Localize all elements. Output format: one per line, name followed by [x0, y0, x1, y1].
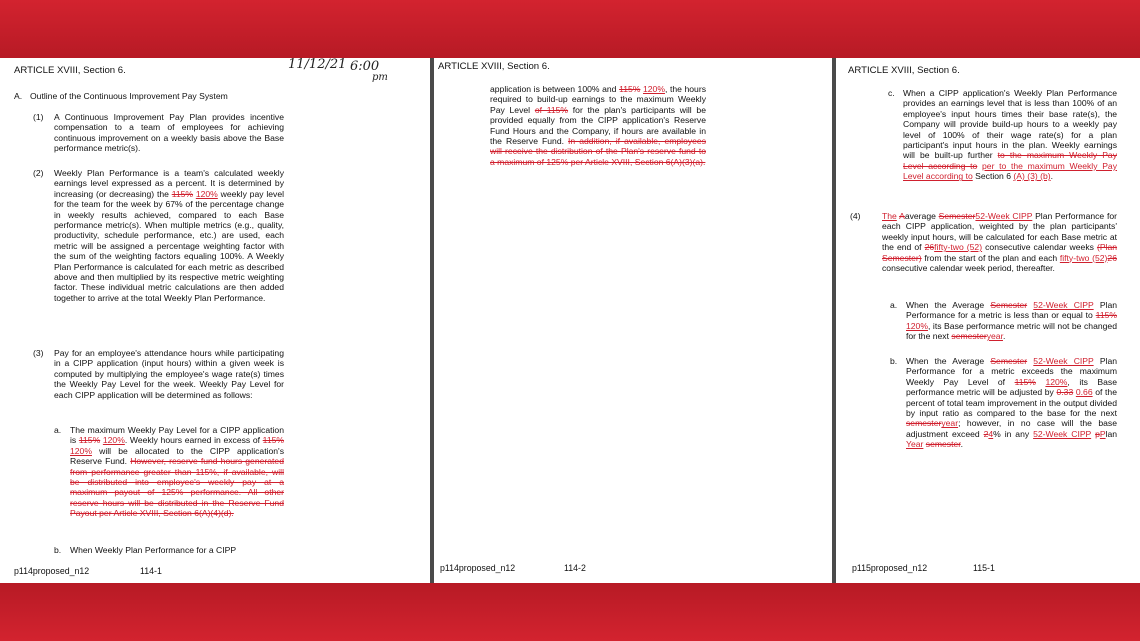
paragraph-c: When a CIPP application's Weekly Plan Performance provides an earnings level that is less than 100% of an employee's input hours times their base rate(s), the Company will provide build-up hours to a weekly pay level of 100% of their wage rate(s) for a plan participant's input hours in the plan. Weekly earnings will be built-up further to the maximum Weekly Pay Level according to per to the maximum Weekly Pay Level according to Section 6 (A) (3) (b). — [903, 88, 1118, 182]
top-red-band — [0, 0, 1140, 58]
handwritten-ampm: pm — [372, 72, 388, 83]
item-number: (4) — [850, 211, 861, 221]
paragraph-3b: When Weekly Plan Performance for a CIPP — [70, 545, 237, 555]
paragraph-4: The Aaverage Semester52-Week CIPP Plan Performance for each CIPP application, weighted by the plan participants' weekly input hours, will be calculated for each Base metric at the end of 26fifty-two (52) consecutive calendar weeks (Plan Semester) from the start of the plan and each fifty-two (52)26 consecutive calendar week period, thereafter. — [882, 211, 1118, 274]
paragraph-1: A Continuous Improvement Pay Plan provides incentive compensation to a team of employees for achieving continuous improvement on a weekly basis above the Base performance metric(s). — [54, 112, 284, 154]
page-footer-id: p115proposed_n12 — [852, 563, 928, 573]
section-label: A. — [14, 91, 23, 101]
item-letter: c. — [888, 88, 895, 98]
paragraph-continued: application is between 100% and 115% 120%, the hours required to build-up earnings to the maximum Weekly Pay Level of 115% for the plan's participants will be provided equally from the CIPP application's Reserve Fund Hours and the Company, if hours are available in the Reserve Fund. In addition, if available, employees will receive the distribution of the Plan's reserve fund to a maximum of 125% per Article XVIII, Section 6(A)(3)(a). — [490, 84, 707, 167]
page-number: 114-2 — [564, 563, 586, 573]
document-page-3 — [836, 58, 1140, 583]
paragraph-3a: The maximum Weekly Pay Level for a CIPP application is 115% 120%. Weekly hours earned in excess of 115% 120% will be allocated to the CIPP application's Reserve Fund. However, reserve fund hours generated from performance greater than 115%, if available, will be distributed into employee's weekly pay at a maximum payout of 125% performance. All other reserve hours will be distributed in the Reserve Fund Payout per Article XVIII, Section 6(A)(4)(d). — [70, 425, 285, 519]
handwritten-date: 11/12/21 — [288, 58, 347, 72]
item-number: (1) — [33, 112, 44, 122]
paragraph-4b: When the Average Semester 52-Week CIPP Plan Performance for a metric exceeds the maximum Weekly Pay Level of 115% 120%, its Base performance metric will be adjusted by 0.33 0.66 of the percent of total team improvement in the output divided by input ratio as compared to the base for the next semesteryear; however, in no case will the base adjustment exceed 24% in any 52-Week CIPP pPlan Year semester. — [906, 356, 1118, 450]
item-letter: b. — [890, 356, 898, 366]
item-number: (2) — [33, 168, 44, 178]
paragraph-3: Pay for an employee's attendance hours while participating in a CIPP application (input hours) within a given week is computed by multiplying the employee's wage rate(s) times the Weekly Pay Level for the week. Weekly Pay Level for each CIPP application will be determined as follows: — [54, 348, 284, 400]
page-header: ARTICLE XVIII, Section 6. — [848, 65, 960, 76]
paragraph-4a: When the Average Semester 52-Week CIPP Plan Performance for a metric is less than or equal to 115% 120%, its Base performance metric will not be changed for the next semesteryear. — [906, 300, 1118, 342]
page-header: ARTICLE XVIII, Section 6. — [14, 65, 126, 76]
page-number: 115-1 — [973, 563, 995, 573]
item-number: (3) — [33, 348, 44, 358]
document-page-1 — [0, 58, 430, 583]
page-footer-id: p114proposed_n12 — [14, 566, 90, 576]
section-title: Outline of the Continuous Improvement Pay System — [30, 91, 228, 101]
document-page-2 — [434, 58, 832, 583]
paragraph-2: Weekly Plan Performance is a team's calculated weekly earnings level expressed as a percent. It is determined by increasing (or decreasing) the 115% 120% weekly pay level for the team for the week by 67% of the percentage change in weekly results achieved, compared to each Base performance metric(s). When multiple metrics (e.g., quality, productivity, schedule performance, etc.) are used, each metric will be assigned a percentage weighting factor with the sum of the weighting factors equaling 100%. A Weekly Plan Performance is calculated for each metric as described above and then multiplied by its respective metric weighting factor. These individual metric calculations are then added together to arrive at the total Weekly Plan Performance. — [54, 168, 285, 303]
bottom-red-band — [0, 583, 1140, 641]
item-letter: a. — [54, 425, 62, 435]
item-letter: a. — [890, 300, 898, 310]
item-letter: b. — [54, 545, 62, 555]
page-number: 114-1 — [140, 566, 162, 576]
page-footer-id: p114proposed_n12 — [440, 563, 516, 573]
page-header: ARTICLE XVIII, Section 6. — [438, 61, 550, 72]
handwritten-time: 6:00 — [350, 59, 380, 74]
